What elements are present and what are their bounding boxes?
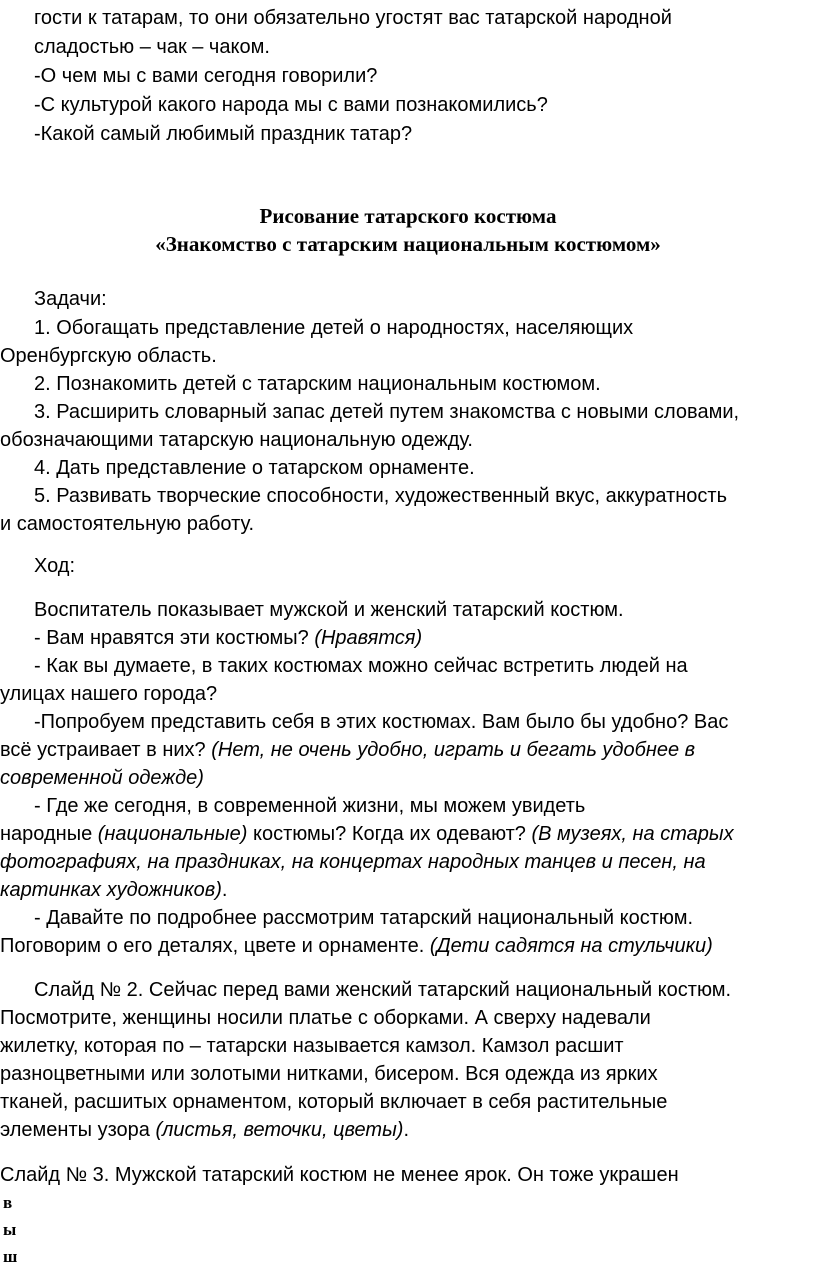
course-p4a: -Попробуем представить себя в этих костюмах. Вам было бы удобно? Вас <box>34 711 729 733</box>
intro-line-2: сладостью – чак – чаком. <box>34 36 270 58</box>
task-5b: и самостоятельную работу. <box>0 513 255 535</box>
slide3-line-1: Слайд № 3. Мужской татарский костюм не менее ярок. Он тоже украшен <box>0 1164 679 1186</box>
course-p3a: - Как вы думаете, в таких костюмах можно сейчас встретить людей на <box>34 655 688 677</box>
course-p4b: всё устраивает в них? (Нет, не очень удобно, играть и бегать удобнее в <box>0 739 696 761</box>
course-label: Ход: <box>34 555 76 577</box>
task-2: 2. Познакомить детей с татарским национальным костюмом. <box>34 373 601 395</box>
slide2-line-1: Слайд № 2. Сейчас перед вами женский татарский национальный костюм. <box>34 979 732 1001</box>
intro-question-2: -С культурой какого народа мы с вами познакомились? <box>34 94 548 116</box>
task-1b: Оренбургскую область. <box>0 345 217 367</box>
task-1a: 1. Обогащать представление детей о народностях, населяющих <box>34 317 634 339</box>
slide2-line-6: элементы узора (листья, веточки, цветы). <box>0 1119 410 1141</box>
course-p6a: - Давайте по подробнее рассмотрим татарский национальный костюм. <box>34 907 693 929</box>
course-p5d: картинках художников). <box>0 879 228 901</box>
course-p2: - Вам нравятся эти костюмы? (Нравятся) <box>34 627 423 649</box>
intro-line-1: гости к татарам, то они обязательно угостят вас татарской народной <box>34 7 672 29</box>
course-p5a: - Где же сегодня, в современной жизни, мы можем увидеть <box>34 795 586 817</box>
slide2-line-2: Посмотрите, женщины носили платье с оборками. А сверху надевали <box>0 1007 651 1029</box>
intro-question-3: -Какой самый любимый праздник татар? <box>34 123 413 145</box>
course-p1: Воспитатель показывает мужской и женский татарский костюм. <box>34 599 624 621</box>
section-title: Рисование татарского костюма <box>259 204 557 228</box>
task-4: 4. Дать представление о татарском орнаменте. <box>34 457 475 479</box>
task-3a: 3. Расширить словарный запас детей путем знакомства с новыми словами, <box>34 401 740 423</box>
intro-question-1: -О чем мы с вами сегодня говорили? <box>34 65 378 87</box>
course-p5b: народные (национальные) костюмы? Когда их одевают? (В музеях, на старых <box>0 823 734 845</box>
slide2-line-3: жилетку, которая по – татарски называется камзол. Камзол расшит <box>0 1035 624 1057</box>
slide2-line-5: тканей, расшитых орнаментом, который включает в себя растительные <box>0 1091 668 1113</box>
section-subtitle: «Знакомство с татарским национальным костюмом» <box>155 232 661 256</box>
slide2-line-4: разноцветными или золотыми нитками, бисером. Вся одежда из ярких <box>0 1063 658 1085</box>
course-p4c: современной одежде) <box>0 767 204 789</box>
slide3-char-3: ш <box>3 1247 18 1266</box>
task-3b: обозначающими татарскую национальную одежду. <box>0 429 473 451</box>
task-5a: 5. Развивать творческие способности, художественный вкус, аккуратность <box>34 485 727 507</box>
course-p3b: улицах нашего города? <box>0 683 218 705</box>
tasks-label: Задачи: <box>34 288 107 310</box>
slide3-char-2: ы <box>3 1220 17 1239</box>
slide3-char-1: в <box>3 1193 13 1212</box>
course-p6b: Поговорим о его деталях, цвете и орнаменте. (Дети садятся на стульчики) <box>0 935 713 957</box>
course-p5c: фотографиях, на праздниках, на концертах народных танцев и песен, на <box>0 851 706 873</box>
